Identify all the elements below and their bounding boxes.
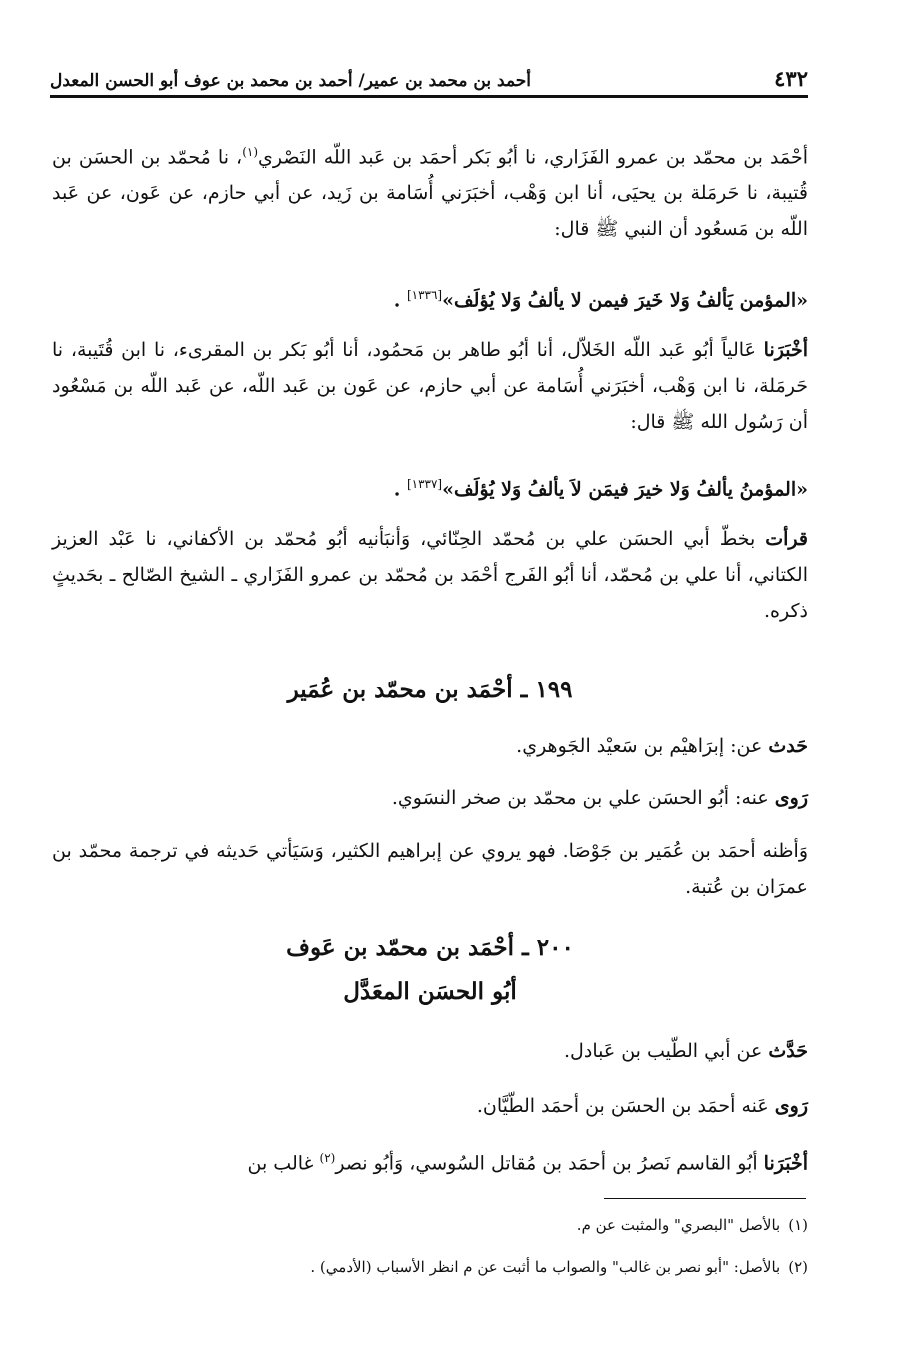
entry-199-rawa: [52, 780, 808, 816]
akhbarana-text-end: غالب بن: [247, 1152, 320, 1175]
entry-199-haddath: [52, 728, 808, 764]
footnote-2: [52, 1256, 808, 1278]
hadith-1: [52, 277, 808, 318]
hadith-number: [١٣٣٧]: [406, 477, 443, 491]
hadith-end: .: [393, 289, 407, 312]
entry-200-haddath: [52, 1033, 808, 1069]
page-number: ٤٣٢: [774, 66, 808, 91]
rawa-text: عنه: أبُو الحسَن علي بن محمّد بن صخر النسَوي.: [391, 787, 775, 809]
entry-200-rawa: [52, 1088, 808, 1124]
page-header: [50, 58, 808, 98]
running-title: أحمد بن محمد بن عمير/ أحمد بن محمد بن عوف أبو الحسن المعدل: [50, 71, 532, 91]
paragraph-lead: قرأت: [765, 528, 808, 550]
footnote-text: بالأصل "البصري" والمثبت عن م.: [576, 1216, 781, 1234]
haddath-lead: حَدث: [768, 735, 808, 757]
paragraph-isnad-1: [52, 134, 808, 247]
hadith-2: [52, 466, 808, 507]
paragraph-text: عَالياً أبُو عَبد اللّه الخَلاّل، أنا أبُو طاهر بن مَحمُود، أنا أبُو بَكر بن المقرىء، نا ابن قُتَيبة، نا حَرمَلة، نا ابن وَهْب، أخبَرَني أُسَامة عن أبي حازم، عن عَون بن عَبد اللّه، عن عَبد اللّه بن مَسْعُود أن رَسُول الله ﷺ قال:: [52, 339, 808, 433]
note-text: وَأظنه أحمَد بن عُمَير بن جَوْصَا. فهو يروي عن إبراهيم الكثير، وَسَيَأتي حَديثه في ترجمة محمّد بن عمرَان بن عُتبة.: [52, 840, 808, 898]
footnote-marker: (٢): [319, 1151, 336, 1165]
footnote-1: [52, 1214, 808, 1236]
footnote-number: (٢): [788, 1258, 808, 1276]
entry-200-heading-line1: ٢٠٠ ـ أحْمَد بن محمّد بن عَوف: [286, 934, 574, 961]
paragraph-text: بخطّ أبي الحسَن علي بن مُحمّد الحِنّائي، وَأنبَأنيه أبُو مُحمّد بن الأكفاني، نا عَبْد العزيز الكتاني، أنا علي بن مُحمّد، أنا أبُو الفَرج أحْمَد بن مُحمّد بن عمرو الفَزَاري ـ الشيخ الصّالح ـ بحَديثٍ ذكره.: [52, 528, 808, 622]
hadith-text: «المؤمنُ يألفُ وَلا خيرَ فيمَن لاَ يألفُ وَلا يُؤلَف»: [442, 478, 808, 501]
entry-200-heading-line2: أبُو الحسَن المعَدَّل: [343, 978, 517, 1005]
akhbarana-lead: أخْبَرَنا: [763, 1152, 808, 1175]
entry-199-note: [52, 833, 808, 905]
paragraph-qara-tu: [52, 521, 808, 629]
haddath-text: عن أبي الطّيب بن عَبادل.: [564, 1040, 769, 1062]
akhbarana-text: أبُو القاسم نَصرُ بن أحمَد بن مُقاتل السُوسي، وَأبُو نصر: [335, 1152, 764, 1175]
hadith-text: «المؤمن يَألفُ وَلا خَيرَ فيمن لا يألفُ وَلا يُؤلَف»: [442, 289, 808, 312]
paragraph-text: أحْمَد بن محمّد بن عمرو الفَزَاري، نا أبُو بَكر أحمَد بن عَبد اللّه النَصْري: [258, 146, 808, 169]
entry-200-akhbarana: [52, 1140, 808, 1181]
footnote-divider: [604, 1198, 806, 1199]
rawa-text: عَنه أحمَد بن الحسَن بن أحمَد الطّيَّان.: [476, 1095, 775, 1117]
footnote-marker: (١): [242, 145, 259, 159]
footnote-number: (١): [788, 1216, 808, 1234]
paragraph-lead: أخْبَرَنا: [763, 339, 808, 361]
haddath-lead: حَدَّث: [768, 1040, 808, 1062]
hadith-number: [١٣٣٦]: [406, 288, 443, 302]
haddath-text: عن: إبرَاهيْم بن سَعيْد الجَوهري.: [516, 735, 769, 757]
footnote-text: بالأصل: "أبو نصر بن غالب" والصواب ما أثبت عن م انظر الأسباب (الأدمي) .: [310, 1258, 781, 1276]
paragraph-isnad-2: [52, 332, 808, 440]
hadith-end: .: [393, 478, 407, 501]
rawa-lead: رَوى: [774, 1095, 808, 1117]
entry-199-heading: ١٩٩ ـ أحْمَد بن محمّد بن عُمَير: [287, 676, 573, 703]
rawa-lead: رَوى: [774, 787, 808, 809]
paragraph-text: ، نا مُحمّد بن الحسَن بن قُتيبة، نا حَرمَلة بن يحيَى، أنا ابن وَهْب، أخبَرَني أُسَامة بن زَيد، عن أبي حازم، عن عَون، عن عَبد اللّه بن مَسعُود أن النبي ﷺ قال:: [52, 146, 808, 241]
